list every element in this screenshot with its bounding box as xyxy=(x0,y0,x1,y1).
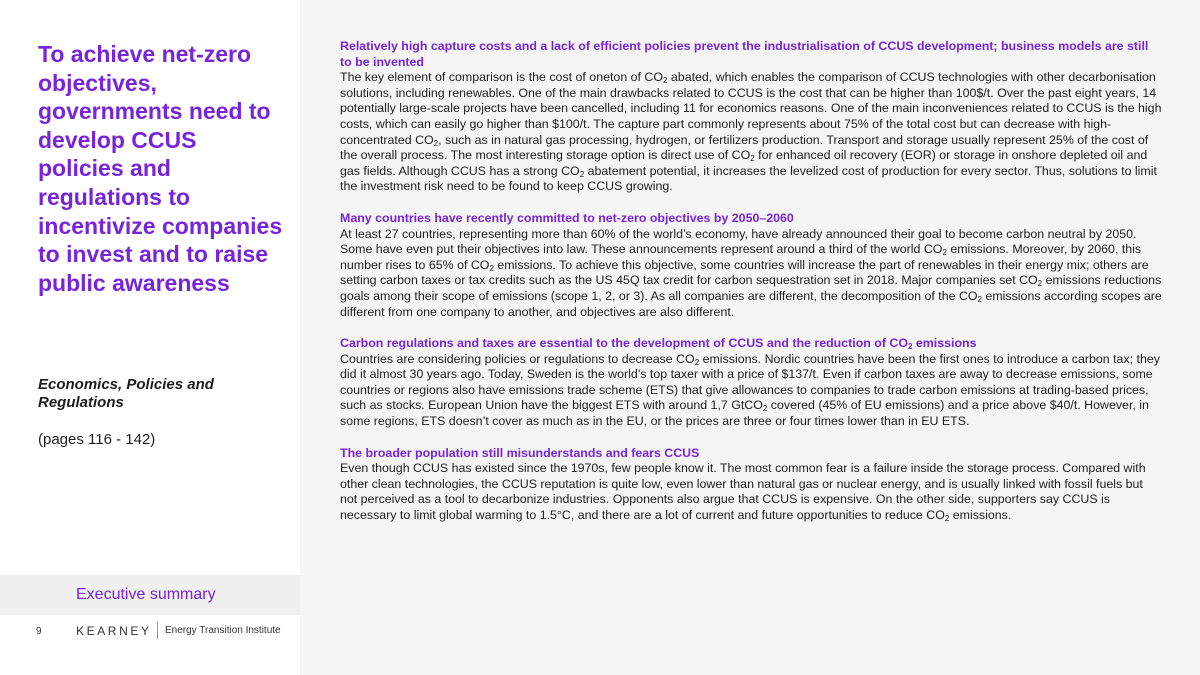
energy-transition-institute-logo: Energy Transition Institute xyxy=(165,625,281,636)
page-number: 9 xyxy=(36,626,42,637)
kearney-logo: KEARNEY xyxy=(76,624,152,638)
section-body-carbon-regulations: Countries are considering policies or regulations to decrease $CO_2$ emissions. Nordic countries have been the first ones to introduce a carbon tax; they did it almost 30 years ago. Today, Sweden is the world’s top taxer with a price of $137/t. Even if carbon taxes are away to decrease emissions, some countries or regions also have emissions trade scheme (ETS) that give allowances to companies to trade carbon emissions at trading-based prices, such as stocks. European Union have the biggest ETS with around 1,7 GtCO$_2$ covered (45% of EU emissions) and a price above $40/t. However, in some regions, ETS doesn’t cover as much as in the EU, or the prices are three or four times lower than in EU ETS. xyxy=(340,351,1160,429)
footer-tab[interactable] xyxy=(0,575,300,615)
section-capture-costs xyxy=(340,39,1162,195)
section-title-carbon-regulations: Carbon regulations and taxes are essential to the development of CCUS and the reduction of $CO_2$ emissions xyxy=(340,336,977,352)
section-title: Economics, Policies and Regulations xyxy=(38,376,214,411)
section-title-net-zero-commitments: Many countries have recently committed to net-zero objectives by 2050–2060 xyxy=(340,210,794,225)
headline: To achieve net-zero objectives, governments need to develop CCUS policies and regulations to incentivize companies to invest and to raise public awareness xyxy=(38,41,283,296)
left-panel xyxy=(0,0,300,675)
section-public-perception xyxy=(340,446,1162,524)
logo-divider xyxy=(157,621,158,639)
pages-note: (pages 116 - 142) xyxy=(38,431,156,448)
executive-summary-tab-label[interactable]: Executive summary xyxy=(76,586,216,603)
section-net-zero-commitments xyxy=(340,211,1162,320)
section-carbon-regulations xyxy=(340,336,1162,430)
section-body-net-zero-commitments: At least 27 countries, representing more than 60% of the world’s economy, have already announced their goal to become carbon neutral by 2050. Some have even put their objectives into law. These announcements represent around a third of the world $CO_2$ emissions. Moreover, by 2060, this number rises to 65% of $CO_2$ emissions. To achieve this objective, some countries will increase the part of renewables in their energy mix; others are setting carbon taxes or tax credits such as the US 45Q tax credit for carbon sequestration set in 2018. Major companies set $CO_2$ emissions reductions goals among their scope of emissions (scope 1, 2, or 3). As all companies are different, the decomposition of the $CO_2$ emissions according scopes are different from one company to another, and objectives are also different. xyxy=(340,226,1162,319)
main-content xyxy=(340,39,1162,540)
section-body-capture-costs: The key element of comparison is the cost of oneton of $CO_2$ abated, which enables the comparison of CCUS technologies with other decarbonisation solutions, including renewables. One of the main drawbacks related to CCUS is the cost that can be higher than 100$/t. Over the past eight years, 14 potentially large-scale projects have been cancelled, including 11 for economics reasons. One of the main inconveniences related to CCUS is the high costs, which can easily go higher than $100/t. The capture part commonly represents about 75% of the total cost but can decrease with high-concentrated $CO_2$, such as in natural gas processing, hydrogen, or fertilizers production. Transport and storage usually represent 25% of the cost of the overall process. The most interesting storage option is direct use of $CO_2$ for enhanced oil recovery (EOR) or storage in onshore depleted oil and gas fields. Although CCUS has a strong $CO_2$ abatement potential, it increases the levelized cost of production for every sector. Thus, solutions to limit the investment risk need to be found to keep CCUS growing. xyxy=(340,70,1162,194)
section-body-public-perception: Even though CCUS has existed since the 1970s, few people know it. The most common fear is a failure inside the storage process. Compared with other clean technologies, the CCUS reputation is quite low, even lower than natural gas or nuclear energy, and is usually linked with fossil fuels but not perceived as a tool to decarbonize industries. Opponents also argue that CCUS is expensive. On the other side, supporters say CCUS is necessary to limit global warming to 1.5°C, and there are a lot of current and future opportunities to reduce $CO_2$ emissions. xyxy=(340,461,1146,524)
section-title-capture-costs: Relatively high capture costs and a lack of efficient policies prevent the industrialisation of CCUS development; business models are still to be invented xyxy=(340,39,1149,69)
section-title-public-perception: The broader population still misunderstands and fears CCUS xyxy=(340,445,700,460)
